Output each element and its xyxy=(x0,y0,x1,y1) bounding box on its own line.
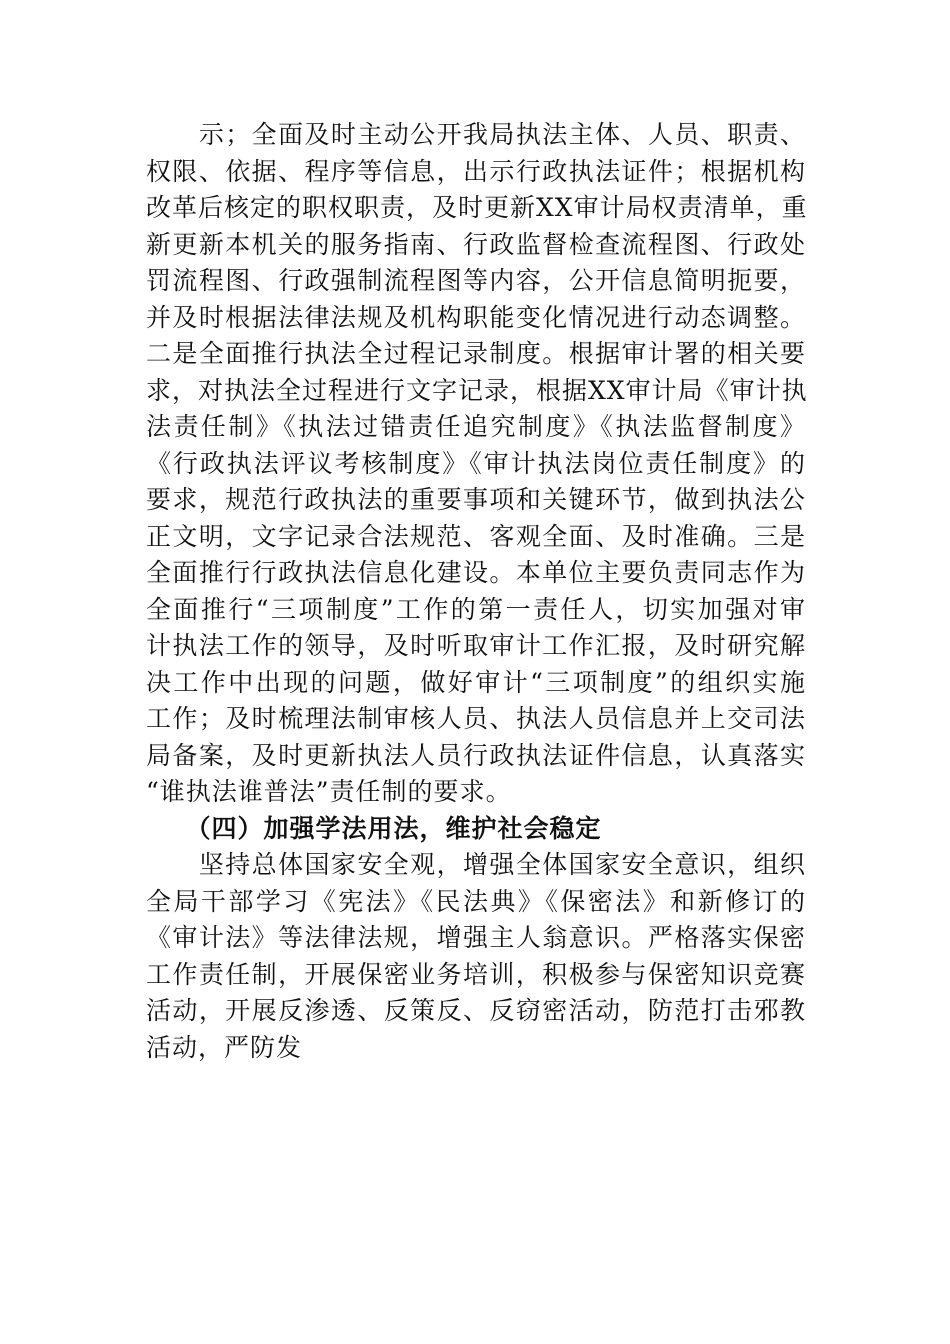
text-line: 求，对执法全过程进行文字记录，根据XX审计局《审计执 xyxy=(146,375,808,405)
text-line: 正文明，文字记录合法规范、客观全面、及时准确。三是 xyxy=(146,521,806,551)
text-line: 工作；及时梳理法制审核人员、执法人员信息并上交司法 xyxy=(146,704,806,733)
text-line: 计执法工作的领导，及时听取审计工作汇报，及时研究解 xyxy=(146,631,806,660)
text-line: 权限、依据、程序等信息，出示行政执法证件；根据机构 xyxy=(146,156,806,186)
text-line: 示；全面及时主动公开我局执法主体、人员、职责、 xyxy=(146,120,806,149)
text-line: 工作责任制，开展保密业务培训，积极参与保密知识竞赛 xyxy=(146,959,806,989)
text-line: 罚流程图、行政强制流程图等内容，公开信息简明扼要， xyxy=(146,266,806,295)
text-line: “谁执法谁普法”责任制的要求。 xyxy=(146,777,512,806)
text-line: 活动，严防发 xyxy=(146,1032,303,1062)
paragraph-national-security xyxy=(146,847,806,1066)
text-line: 局备案，及时更新执法人员行政执法证件信息，认真落实 xyxy=(146,740,806,770)
text-line: 法责任制》《执法过错责任追究制度》《执法监督制度》 xyxy=(146,412,806,441)
text-line: 并及时根据法律法规及机构职能变化情况进行动态调整。 xyxy=(146,302,806,332)
text-line: 新更新本机关的服务指南、行政监督检查流程图、行政处 xyxy=(146,229,806,259)
section-heading: （四）加强学法用法，维护社会稳定 xyxy=(146,813,602,843)
text-line: 二是全面推行执法全过程记录制度。根据审计署的相关要 xyxy=(146,339,806,368)
text-line: 改革后核定的职权职责，及时更新XX审计局权责清单，重 xyxy=(146,193,808,222)
text-line: 《行政执法评议考核制度》《审计执法岗位责任制度》的 xyxy=(146,448,806,478)
body-text xyxy=(146,117,806,1066)
text-line: 要求，规范行政执法的重要事项和关键环节，做到执法公 xyxy=(146,485,806,514)
text-line: 《审计法》等法律法规，增强主人翁意识。严格落实保密 xyxy=(146,923,806,952)
text-line: 全面推行“三项制度”工作的第一责任人，切实加强对审 xyxy=(146,594,806,624)
text-line: 全面推行行政执法信息化建设。本单位主要负责同志作为 xyxy=(146,558,806,587)
text-line: 决工作中出现的问题，做好审计“三项制度”的组织实施 xyxy=(146,667,806,697)
paragraph-transparency xyxy=(146,117,806,811)
text-line: 全局干部学习《宪法》《民法典》《保密法》和新修订的 xyxy=(146,886,806,916)
text-line: 活动，开展反渗透、反策反、反窃密活动，防范打击邪教 xyxy=(146,996,806,1025)
text-line: 坚持总体国家安全观，增强全体国家安全意识，组织 xyxy=(146,850,806,879)
